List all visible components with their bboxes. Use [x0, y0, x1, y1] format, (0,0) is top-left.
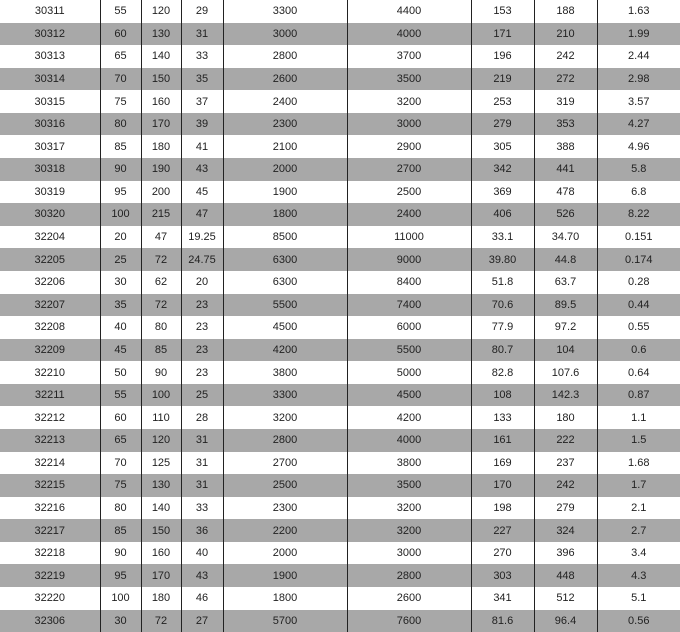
- model-cell: 32306: [0, 610, 100, 632]
- grease-speed-cell: 3200: [223, 406, 347, 429]
- dimension-d-cell: 35: [100, 294, 141, 317]
- grease-speed-cell: 2600: [223, 68, 347, 91]
- weight-cell: 1.99: [597, 23, 680, 46]
- dimension-D-cell: 120: [141, 429, 181, 452]
- model-cell: 30312: [0, 23, 100, 46]
- dimension-d-cell: 70: [100, 452, 141, 475]
- weight-cell: 0.28: [597, 271, 680, 294]
- grease-speed-cell: 2300: [223, 497, 347, 520]
- table-row: [0, 271, 680, 294]
- model-cell: 30315: [0, 90, 100, 113]
- width-cell: 20: [181, 271, 223, 294]
- width-cell: 23: [181, 361, 223, 384]
- dimension-d-cell: 65: [100, 45, 141, 68]
- weight-cell: 0.56: [597, 610, 680, 632]
- weight-cell: 1.68: [597, 452, 680, 475]
- weight-cell: 2.44: [597, 45, 680, 68]
- dimension-d-cell: 65: [100, 429, 141, 452]
- weight-cell: 0.174: [597, 248, 680, 271]
- grease-speed-cell: 2200: [223, 519, 347, 542]
- model-cell: 32218: [0, 542, 100, 565]
- dimension-d-cell: 80: [100, 497, 141, 520]
- table-row: [0, 294, 680, 317]
- width-cell: 31: [181, 452, 223, 475]
- dynamic-load-cell: 341: [471, 587, 534, 610]
- grease-speed-cell: 2800: [223, 45, 347, 68]
- static-load-cell: 89.5: [534, 294, 597, 317]
- dynamic-load-cell: 108: [471, 384, 534, 407]
- dimension-d-cell: 100: [100, 203, 141, 226]
- dimension-d-cell: 60: [100, 23, 141, 46]
- model-cell: 32214: [0, 452, 100, 475]
- oil-speed-cell: 3200: [347, 497, 471, 520]
- dynamic-load-cell: 219: [471, 68, 534, 91]
- dimension-d-cell: 95: [100, 564, 141, 587]
- width-cell: 33: [181, 45, 223, 68]
- weight-cell: 0.87: [597, 384, 680, 407]
- dynamic-load-cell: 305: [471, 135, 534, 158]
- width-cell: 27: [181, 610, 223, 632]
- width-cell: 46: [181, 587, 223, 610]
- grease-speed-cell: 3300: [223, 384, 347, 407]
- table-row: [0, 429, 680, 452]
- static-load-cell: 188: [534, 0, 597, 23]
- static-load-cell: 512: [534, 587, 597, 610]
- static-load-cell: 448: [534, 564, 597, 587]
- width-cell: 23: [181, 339, 223, 362]
- width-cell: 28: [181, 406, 223, 429]
- model-cell: 30317: [0, 135, 100, 158]
- dimension-D-cell: 130: [141, 23, 181, 46]
- oil-speed-cell: 7400: [347, 294, 471, 317]
- static-load-cell: 210: [534, 23, 597, 46]
- static-load-cell: 353: [534, 113, 597, 136]
- static-load-cell: 180: [534, 406, 597, 429]
- weight-cell: 0.44: [597, 294, 680, 317]
- oil-speed-cell: 4500: [347, 384, 471, 407]
- oil-speed-cell: 5000: [347, 361, 471, 384]
- dynamic-load-cell: 279: [471, 113, 534, 136]
- table-row: [0, 542, 680, 565]
- oil-speed-cell: 3800: [347, 452, 471, 475]
- oil-speed-cell: 11000: [347, 226, 471, 249]
- static-load-cell: 242: [534, 45, 597, 68]
- weight-cell: 1.1: [597, 406, 680, 429]
- dynamic-load-cell: 303: [471, 564, 534, 587]
- dimension-D-cell: 180: [141, 587, 181, 610]
- grease-speed-cell: 2400: [223, 90, 347, 113]
- model-cell: 32210: [0, 361, 100, 384]
- dimension-D-cell: 200: [141, 181, 181, 204]
- dynamic-load-cell: 51.8: [471, 271, 534, 294]
- dimension-d-cell: 55: [100, 0, 141, 23]
- model-cell: 32215: [0, 474, 100, 497]
- static-load-cell: 319: [534, 90, 597, 113]
- grease-speed-cell: 1900: [223, 181, 347, 204]
- grease-speed-cell: 6300: [223, 271, 347, 294]
- dimension-D-cell: 140: [141, 497, 181, 520]
- model-cell: 32216: [0, 497, 100, 520]
- dimension-d-cell: 85: [100, 519, 141, 542]
- dynamic-load-cell: 133: [471, 406, 534, 429]
- model-cell: 32205: [0, 248, 100, 271]
- table-row: [0, 181, 680, 204]
- weight-cell: 3.57: [597, 90, 680, 113]
- width-cell: 47: [181, 203, 223, 226]
- dimension-d-cell: 70: [100, 68, 141, 91]
- oil-speed-cell: 3200: [347, 519, 471, 542]
- dynamic-load-cell: 81.6: [471, 610, 534, 632]
- oil-speed-cell: 4400: [347, 0, 471, 23]
- width-cell: 29: [181, 0, 223, 23]
- dynamic-load-cell: 369: [471, 181, 534, 204]
- table-row: [0, 497, 680, 520]
- oil-speed-cell: 2600: [347, 587, 471, 610]
- width-cell: 43: [181, 158, 223, 181]
- dimension-d-cell: 20: [100, 226, 141, 249]
- width-cell: 36: [181, 519, 223, 542]
- weight-cell: 3.4: [597, 542, 680, 565]
- static-load-cell: 96.4: [534, 610, 597, 632]
- table-row: [0, 339, 680, 362]
- weight-cell: 6.8: [597, 181, 680, 204]
- dimension-D-cell: 125: [141, 452, 181, 475]
- dynamic-load-cell: 39.80: [471, 248, 534, 271]
- table-row: [0, 45, 680, 68]
- oil-speed-cell: 5500: [347, 339, 471, 362]
- static-load-cell: 441: [534, 158, 597, 181]
- dimension-d-cell: 90: [100, 158, 141, 181]
- weight-cell: 1.5: [597, 429, 680, 452]
- static-load-cell: 63.7: [534, 271, 597, 294]
- grease-speed-cell: 6300: [223, 248, 347, 271]
- grease-speed-cell: 1800: [223, 203, 347, 226]
- oil-speed-cell: 3000: [347, 113, 471, 136]
- static-load-cell: 272: [534, 68, 597, 91]
- static-load-cell: 142.3: [534, 384, 597, 407]
- dynamic-load-cell: 161: [471, 429, 534, 452]
- table-row: [0, 113, 680, 136]
- static-load-cell: 104: [534, 339, 597, 362]
- table-row: [0, 23, 680, 46]
- grease-speed-cell: 1900: [223, 564, 347, 587]
- model-cell: 30311: [0, 0, 100, 23]
- dimension-d-cell: 55: [100, 384, 141, 407]
- static-load-cell: 388: [534, 135, 597, 158]
- dynamic-load-cell: 33.1: [471, 226, 534, 249]
- weight-cell: 8.22: [597, 203, 680, 226]
- weight-cell: 2.1: [597, 497, 680, 520]
- dimension-d-cell: 75: [100, 90, 141, 113]
- static-load-cell: 97.2: [534, 316, 597, 339]
- grease-speed-cell: 1800: [223, 587, 347, 610]
- dimension-d-cell: 100: [100, 587, 141, 610]
- dimension-d-cell: 45: [100, 339, 141, 362]
- model-cell: 32217: [0, 519, 100, 542]
- oil-speed-cell: 3200: [347, 90, 471, 113]
- oil-speed-cell: 2500: [347, 181, 471, 204]
- oil-speed-cell: 3000: [347, 542, 471, 565]
- dimension-d-cell: 80: [100, 113, 141, 136]
- dimension-D-cell: 160: [141, 90, 181, 113]
- weight-cell: 4.27: [597, 113, 680, 136]
- weight-cell: 5.1: [597, 587, 680, 610]
- static-load-cell: 396: [534, 542, 597, 565]
- model-cell: 32211: [0, 384, 100, 407]
- dimension-D-cell: 150: [141, 519, 181, 542]
- dynamic-load-cell: 198: [471, 497, 534, 520]
- table-row: [0, 226, 680, 249]
- static-load-cell: 222: [534, 429, 597, 452]
- dimension-D-cell: 62: [141, 271, 181, 294]
- grease-speed-cell: 2000: [223, 158, 347, 181]
- model-cell: 32209: [0, 339, 100, 362]
- oil-speed-cell: 2800: [347, 564, 471, 587]
- model-cell: 30319: [0, 181, 100, 204]
- width-cell: 35: [181, 68, 223, 91]
- dimension-d-cell: 90: [100, 542, 141, 565]
- model-cell: 30313: [0, 45, 100, 68]
- static-load-cell: 279: [534, 497, 597, 520]
- width-cell: 24.75: [181, 248, 223, 271]
- static-load-cell: 478: [534, 181, 597, 204]
- dynamic-load-cell: 153: [471, 0, 534, 23]
- dynamic-load-cell: 77.9: [471, 316, 534, 339]
- width-cell: 39: [181, 113, 223, 136]
- table-row: [0, 203, 680, 226]
- width-cell: 43: [181, 564, 223, 587]
- grease-speed-cell: 5500: [223, 294, 347, 317]
- table-row: [0, 90, 680, 113]
- weight-cell: 0.55: [597, 316, 680, 339]
- oil-speed-cell: 2400: [347, 203, 471, 226]
- model-cell: 32206: [0, 271, 100, 294]
- model-cell: 30318: [0, 158, 100, 181]
- dimension-D-cell: 150: [141, 68, 181, 91]
- weight-cell: 0.151: [597, 226, 680, 249]
- dimension-d-cell: 30: [100, 271, 141, 294]
- table-row: [0, 406, 680, 429]
- dynamic-load-cell: 80.7: [471, 339, 534, 362]
- static-load-cell: 237: [534, 452, 597, 475]
- dimension-D-cell: 72: [141, 248, 181, 271]
- static-load-cell: 526: [534, 203, 597, 226]
- table-row: [0, 474, 680, 497]
- grease-speed-cell: 2500: [223, 474, 347, 497]
- weight-cell: 4.96: [597, 135, 680, 158]
- dimension-D-cell: 140: [141, 45, 181, 68]
- table-row: [0, 564, 680, 587]
- static-load-cell: 324: [534, 519, 597, 542]
- dimension-D-cell: 160: [141, 542, 181, 565]
- model-cell: 30314: [0, 68, 100, 91]
- model-cell: 30316: [0, 113, 100, 136]
- dimension-d-cell: 40: [100, 316, 141, 339]
- dimension-D-cell: 90: [141, 361, 181, 384]
- oil-speed-cell: 3500: [347, 474, 471, 497]
- dimension-D-cell: 72: [141, 610, 181, 632]
- grease-speed-cell: 2800: [223, 429, 347, 452]
- dimension-D-cell: 80: [141, 316, 181, 339]
- grease-speed-cell: 4500: [223, 316, 347, 339]
- width-cell: 25: [181, 384, 223, 407]
- dynamic-load-cell: 270: [471, 542, 534, 565]
- width-cell: 40: [181, 542, 223, 565]
- dynamic-load-cell: 82.8: [471, 361, 534, 384]
- dynamic-load-cell: 342: [471, 158, 534, 181]
- model-cell: 32212: [0, 406, 100, 429]
- dynamic-load-cell: 70.6: [471, 294, 534, 317]
- weight-cell: 5.8: [597, 158, 680, 181]
- model-cell: 32213: [0, 429, 100, 452]
- oil-speed-cell: 9000: [347, 248, 471, 271]
- table-row: [0, 361, 680, 384]
- dimension-D-cell: 47: [141, 226, 181, 249]
- width-cell: 31: [181, 474, 223, 497]
- grease-speed-cell: 3000: [223, 23, 347, 46]
- oil-speed-cell: 4000: [347, 429, 471, 452]
- oil-speed-cell: 6000: [347, 316, 471, 339]
- oil-speed-cell: 4200: [347, 406, 471, 429]
- model-cell: 30320: [0, 203, 100, 226]
- table-row: [0, 158, 680, 181]
- static-load-cell: 107.6: [534, 361, 597, 384]
- dimension-D-cell: 100: [141, 384, 181, 407]
- width-cell: 37: [181, 90, 223, 113]
- grease-speed-cell: 2000: [223, 542, 347, 565]
- width-cell: 19.25: [181, 226, 223, 249]
- weight-cell: 2.98: [597, 68, 680, 91]
- model-cell: 32204: [0, 226, 100, 249]
- dimension-D-cell: 130: [141, 474, 181, 497]
- dimension-d-cell: 25: [100, 248, 141, 271]
- dimension-D-cell: 180: [141, 135, 181, 158]
- weight-cell: 4.3: [597, 564, 680, 587]
- dimension-D-cell: 190: [141, 158, 181, 181]
- grease-speed-cell: 2300: [223, 113, 347, 136]
- width-cell: 41: [181, 135, 223, 158]
- grease-speed-cell: 8500: [223, 226, 347, 249]
- width-cell: 23: [181, 316, 223, 339]
- dynamic-load-cell: 406: [471, 203, 534, 226]
- width-cell: 33: [181, 497, 223, 520]
- dynamic-load-cell: 171: [471, 23, 534, 46]
- grease-speed-cell: 3300: [223, 0, 347, 23]
- width-cell: 31: [181, 429, 223, 452]
- width-cell: 23: [181, 294, 223, 317]
- dimension-d-cell: 75: [100, 474, 141, 497]
- model-cell: 32220: [0, 587, 100, 610]
- oil-speed-cell: 8400: [347, 271, 471, 294]
- static-load-cell: 242: [534, 474, 597, 497]
- dimension-D-cell: 85: [141, 339, 181, 362]
- oil-speed-cell: 3700: [347, 45, 471, 68]
- dynamic-load-cell: 169: [471, 452, 534, 475]
- dynamic-load-cell: 196: [471, 45, 534, 68]
- oil-speed-cell: 3500: [347, 68, 471, 91]
- weight-cell: 0.6: [597, 339, 680, 362]
- grease-speed-cell: 2100: [223, 135, 347, 158]
- table-row: [0, 135, 680, 158]
- static-load-cell: 34.70: [534, 226, 597, 249]
- width-cell: 31: [181, 23, 223, 46]
- dynamic-load-cell: 253: [471, 90, 534, 113]
- dimension-D-cell: 110: [141, 406, 181, 429]
- dimension-D-cell: 170: [141, 564, 181, 587]
- table-row: [0, 0, 680, 23]
- dimension-d-cell: 50: [100, 361, 141, 384]
- width-cell: 45: [181, 181, 223, 204]
- dimension-d-cell: 30: [100, 610, 141, 632]
- table-row: [0, 248, 680, 271]
- table-row: [0, 519, 680, 542]
- grease-speed-cell: 3800: [223, 361, 347, 384]
- dynamic-load-cell: 170: [471, 474, 534, 497]
- weight-cell: 1.7: [597, 474, 680, 497]
- dimension-d-cell: 85: [100, 135, 141, 158]
- oil-speed-cell: 4000: [347, 23, 471, 46]
- oil-speed-cell: 2700: [347, 158, 471, 181]
- static-load-cell: 44.8: [534, 248, 597, 271]
- table-row: [0, 587, 680, 610]
- weight-cell: 1.63: [597, 0, 680, 23]
- weight-cell: 0.64: [597, 361, 680, 384]
- table-row: [0, 384, 680, 407]
- oil-speed-cell: 7600: [347, 610, 471, 632]
- model-cell: 32207: [0, 294, 100, 317]
- dimension-D-cell: 170: [141, 113, 181, 136]
- grease-speed-cell: 4200: [223, 339, 347, 362]
- model-cell: 32219: [0, 564, 100, 587]
- table-row: [0, 316, 680, 339]
- dimension-D-cell: 120: [141, 0, 181, 23]
- table-row: [0, 68, 680, 91]
- dimension-D-cell: 215: [141, 203, 181, 226]
- dynamic-load-cell: 227: [471, 519, 534, 542]
- oil-speed-cell: 2900: [347, 135, 471, 158]
- table-row: [0, 452, 680, 475]
- model-cell: 32208: [0, 316, 100, 339]
- grease-speed-cell: 5700: [223, 610, 347, 632]
- grease-speed-cell: 2700: [223, 452, 347, 475]
- dimension-D-cell: 72: [141, 294, 181, 317]
- weight-cell: 2.7: [597, 519, 680, 542]
- dimension-d-cell: 60: [100, 406, 141, 429]
- dimension-d-cell: 95: [100, 181, 141, 204]
